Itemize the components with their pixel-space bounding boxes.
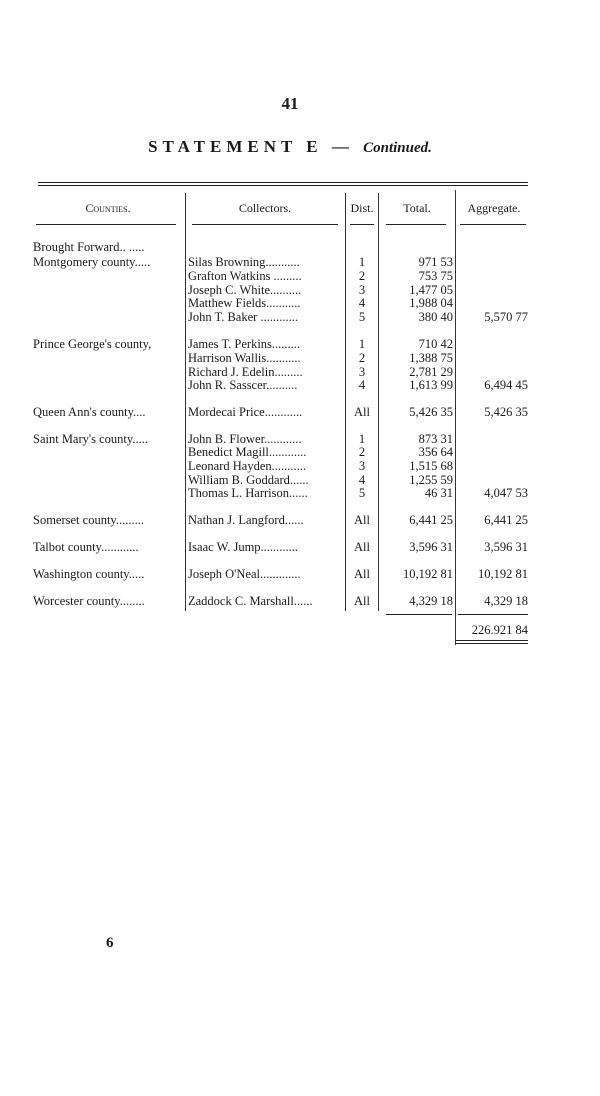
title-dash: — (331, 137, 354, 156)
top-rule-2 (38, 185, 528, 186)
row-collector: Richard J. Edelin......... (188, 365, 303, 379)
row-total: 1,988 04 (409, 296, 453, 310)
row-county: Somerset county......... (33, 513, 144, 527)
row-total: 753 75 (418, 269, 453, 283)
row-total: 1,515 68 (409, 459, 453, 473)
row-total: 10,192 81 (403, 567, 453, 581)
header-counties: Counties. (85, 201, 131, 215)
row-aggregate: 6,494 45 (484, 378, 528, 392)
row-county: Brought Forward.. ..... (33, 240, 145, 254)
row-county: Worcester county........ (33, 594, 145, 608)
row-dist: 1 (358, 432, 366, 446)
row-total: 971 53 (418, 255, 453, 269)
row-total: 710 42 (418, 337, 453, 351)
grand-total-rule (456, 640, 528, 641)
row-dist: All (354, 513, 370, 527)
page-title (0, 137, 580, 157)
row-dist: 3 (358, 283, 366, 297)
row-collector: John B. Flower............ (188, 432, 302, 446)
row-collector: John T. Baker ............ (188, 310, 298, 324)
row-county: Queen Ann's county.... (33, 405, 146, 419)
row-collector: Benedict Magill............ (188, 445, 307, 459)
row-dist: 3 (358, 459, 366, 473)
row-collector: Mordecai Price............ (188, 405, 303, 419)
header-dist: Dist. (350, 201, 374, 215)
row-total: 4,329 18 (409, 594, 453, 608)
row-collector: Thomas L. Harrison...... (188, 486, 308, 500)
row-county: Montgomery county..... (33, 255, 151, 269)
title-suffix: Continued. (363, 140, 432, 156)
row-aggregate: 5,426 35 (484, 405, 528, 419)
row-county: Washington county..... (33, 567, 145, 581)
row-total: 1,388 75 (409, 351, 453, 365)
row-aggregate: 3,596 31 (484, 540, 528, 554)
row-dist: All (354, 594, 370, 608)
header-total: Total. (403, 201, 431, 215)
row-total: 1,477 05 (409, 283, 453, 297)
row-total: 356 64 (418, 445, 453, 459)
row-total: 46 31 (424, 486, 453, 500)
row-dist: 4 (358, 378, 366, 392)
row-aggregate: 10,192 81 (478, 567, 528, 581)
row-collector: Silas Browning........... (188, 255, 300, 269)
row-collector: Joseph O'Neal............. (188, 567, 301, 581)
row-dist: 1 (358, 255, 366, 269)
row-total: 873 31 (418, 432, 453, 446)
row-total: 6,441 25 (409, 513, 453, 527)
row-aggregate: 4,047 53 (484, 486, 528, 500)
row-dist: All (354, 567, 370, 581)
row-dist: 2 (358, 445, 366, 459)
grand-total-rule-2 (456, 643, 528, 644)
title-main: STATEMENT E (148, 137, 323, 156)
row-dist: 2 (358, 351, 366, 365)
row-county: Talbot county............ (33, 540, 139, 554)
row-collector: Joseph C. White.......... (188, 283, 302, 297)
signature-mark: 6 (106, 935, 114, 951)
row-dist: All (354, 405, 370, 419)
header-underline (36, 224, 176, 225)
row-county: Saint Mary's county..... (33, 432, 148, 446)
row-collector: William B. Goddard...... (188, 473, 309, 487)
column-divider (185, 193, 186, 611)
header-aggregate: Aggregate. (467, 201, 521, 215)
row-dist: 5 (358, 310, 366, 324)
row-collector: Harrison Wallis........... (188, 351, 301, 365)
total-rule (386, 614, 452, 615)
header-underline (460, 224, 526, 225)
header-underline (386, 224, 446, 225)
row-aggregate: 5,570 77 (484, 310, 528, 324)
row-dist: All (354, 540, 370, 554)
row-total: 5,426 35 (409, 405, 453, 419)
row-dist: 4 (358, 473, 366, 487)
row-collector: Isaac W. Jump............ (188, 540, 299, 554)
grand-total: 226.921 84 (471, 623, 528, 637)
row-aggregate: 6,441 25 (484, 513, 528, 527)
header-underline (350, 224, 374, 225)
row-collector: Zaddock C. Marshall...... (188, 594, 313, 608)
header-collectors: Collectors. (238, 201, 292, 215)
row-aggregate: 4,329 18 (484, 594, 528, 608)
page-number: 41 (281, 94, 299, 113)
row-total: 3,596 31 (409, 540, 453, 554)
row-county: Prince George's county, (33, 337, 152, 351)
row-collector: Matthew Fields........... (188, 296, 301, 310)
row-total: 1,255 59 (409, 473, 453, 487)
row-collector: Leonard Hayden........... (188, 459, 307, 473)
row-total: 380 40 (418, 310, 453, 324)
header-underline (192, 224, 338, 225)
row-collector: James T. Perkins......... (188, 337, 301, 351)
row-collector: Nathan J. Langford...... (188, 513, 304, 527)
total-rule (458, 614, 528, 615)
row-collector: John R. Sasscer.......... (188, 378, 298, 392)
row-total: 1,613 99 (409, 378, 453, 392)
top-rule (38, 182, 528, 183)
row-dist: 5 (358, 486, 366, 500)
row-dist: 2 (358, 269, 366, 283)
row-dist: 1 (358, 337, 366, 351)
row-dist: 4 (358, 296, 366, 310)
row-total: 2,781 29 (409, 365, 453, 379)
row-dist: 3 (358, 365, 366, 379)
row-collector: Grafton Watkins ......... (188, 269, 302, 283)
